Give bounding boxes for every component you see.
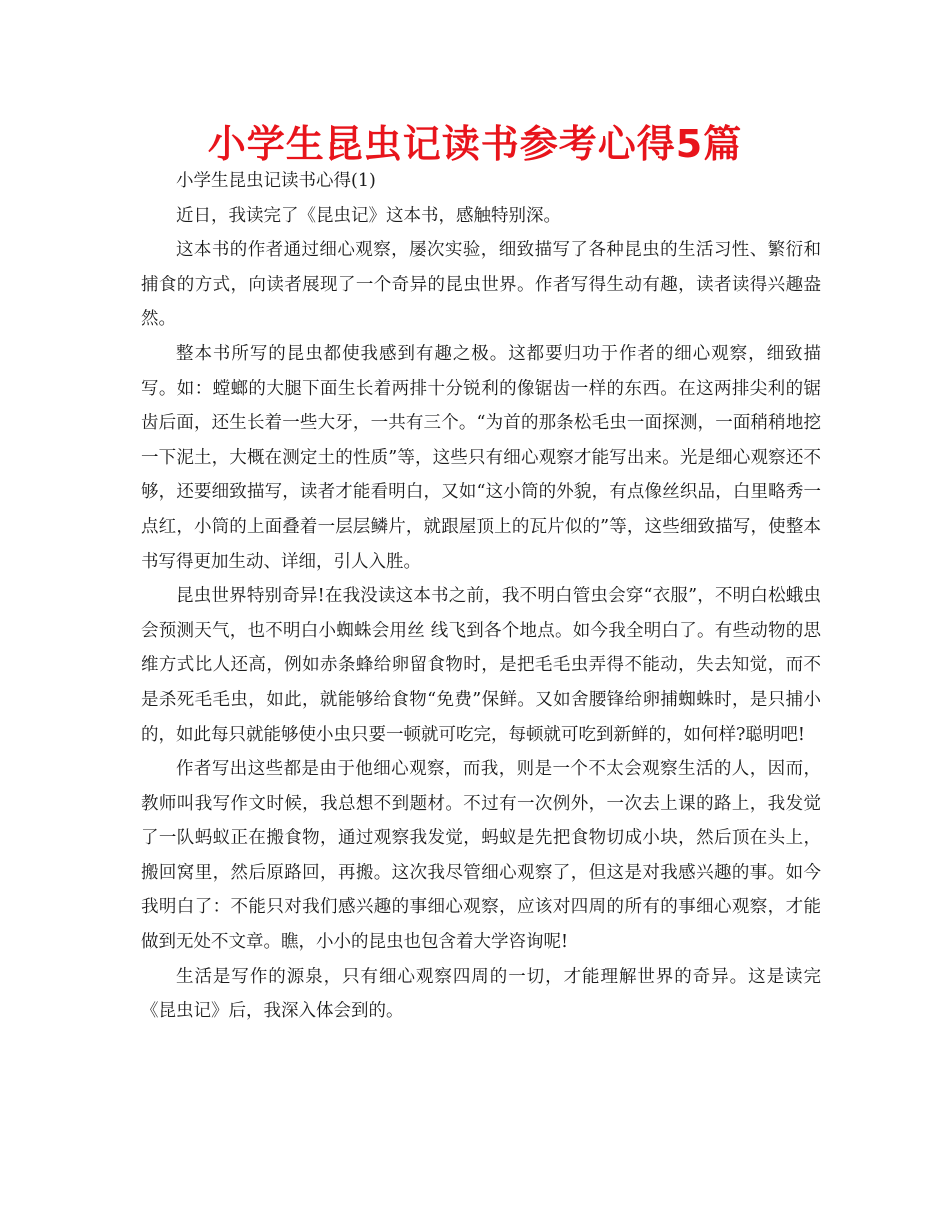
paragraph: 生活是写作的源泉，只有细心观察四周的一切，才能理解世界的奇异。这是读完《昆虫记》后，我深入体会到的。 [141,966,821,1022]
paragraph: 整本书所写的昆虫都使我感到有趣之极。这都要归功于作者的细心观察，细致描写。如：螳螂的大腿下面生长着两排十分锐利的像锯齿一样的东西。在这两排尖利的锯齿后面，还生长着一些大牙，一共有三个。“为首的那条松毛虫一面探测，一面稍稍地挖一下泥土，大概在测定土的性质”等，这些只有细心观察才能写出来。光是细心观察还不够，还要细致描写，读者才能看明白，又如“这小筒的外貌，有点像丝织品，白里略秀一点红，小筒的上面叠着一层层鳞片，就跟屋顶上的瓦片似的”等，这些细致描写，使整本书写得更加生动、详细，引人入胜。 [141,343,821,572]
section-heading: 小学生昆虫记读书心得(1) [176,171,376,191]
paragraph: 近日，我读完了《昆虫记》这本书，感触特别深。 [176,205,561,226]
document-body [141,164,821,1029]
document-title: 小学生昆虫记读书参考心得5篇 [207,122,743,166]
paragraph: 这本书的作者通过细心观察，屡次实验，细致描写了各种昆虫的生活习性、繁衍和捕食的方式，向读者展现了一个奇异的昆虫世界。作者写得生动有趣，读者读得兴趣盎然。 [141,240,821,330]
paragraph: 作者写出这些都是由于他细心观察，而我，则是一个不太会观察生活的人，因而，教师叫我写作文时候，我总想不到题材。不过有一次例外，一次去上课的路上，我发觉了一队蚂蚁正在搬食物，通过观察我发觉，蚂蚁是先把食物切成小块，然后顶在头上，搬回窝里，然后原路回，再搬。这次我尽管细心观察了，但这是对我感兴趣的事。如今我明白了：不能只对我们感兴趣的事细心观察，应该对四周的所有的事细心观察，才能做到无处不文章。瞧，小小的昆虫也包含着大学咨询呢! [141,759,821,953]
paragraph: 昆虫世界特别奇异!在我没读这本书之前，我不明白管虫会穿“衣服”，不明白松蛾虫会预测天气，也不明白小蜘蛛会用丝 线飞到各个地点。如今我全明白了。有些动物的思维方式比人还高，例如赤条蜂给卵留食物时，是把毛毛虫弄得不能动，失去知觉，而不是杀死毛毛虫，如此，就能够给食物“免费”保鲜。又如舍腰锋给卵捕蜘蛛时，是只捕小的，如此每只就能够使小虫只要一顿就可吃完，每顿就可吃到新鲜的，如何样?聪明吧! [141,586,821,745]
